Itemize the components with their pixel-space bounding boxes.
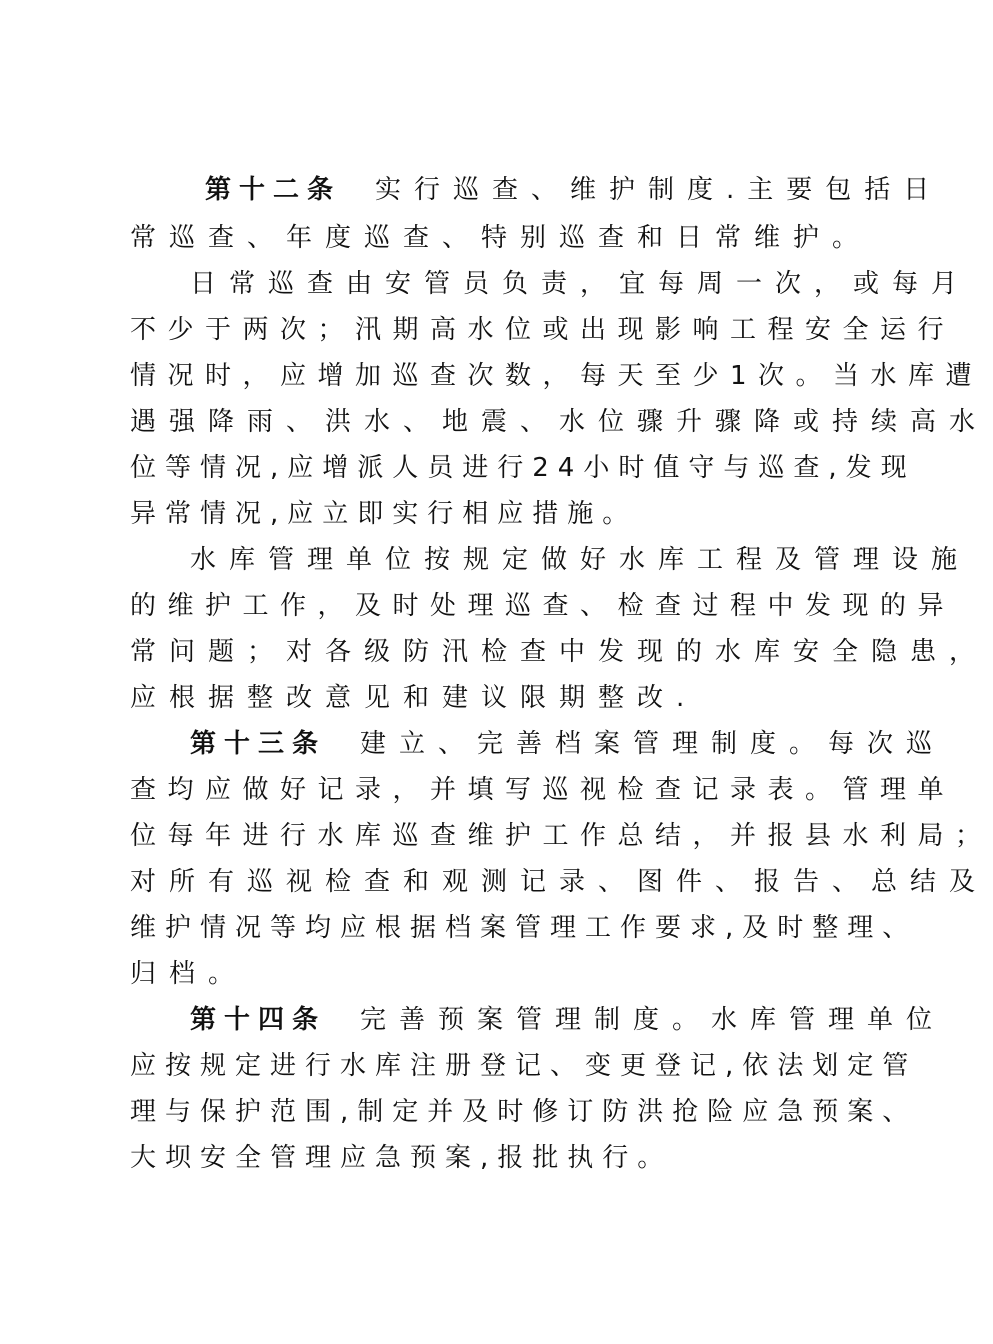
article-14-text: 完善预案管理制度。水库管理单位 [360, 1005, 946, 1035]
daily-patrol-line-1 [190, 266, 971, 302]
text-line: 异常情况,应立即实行相应措施。 [130, 499, 638, 529]
text-line: 常问题；对各级防汛检查中发现的水库安全隐患， [130, 637, 989, 667]
text-line: 维护情况等均应根据档案管理工作要求,及时整理、 [130, 913, 918, 943]
text-line: 查均应做好记录，并填写巡视检查记录表。管理单 [130, 775, 956, 805]
text-line: 归档。 [130, 959, 248, 989]
text-line: 不少于两次；汛期高水位或出现影响工程安全运行 [130, 315, 956, 345]
text-line: 常巡查、年度巡查、特别巡查和日常维护。 [130, 223, 872, 253]
article-13-line-5 [130, 910, 918, 946]
text-line: 应根据整改意见和建议限期整改. [130, 683, 698, 713]
maintenance-line-4 [130, 680, 830, 716]
text-line: 日常巡查由安管员负责，宜每周一次，或每月 [190, 269, 971, 299]
daily-patrol-line-4 [130, 404, 989, 440]
article-14-heading: 第十四条 [190, 1005, 327, 1035]
daily-patrol-line-2 [130, 312, 956, 348]
daily-patrol-line-5 [130, 450, 916, 486]
article-13-heading: 第十三条 [190, 729, 327, 759]
daily-patrol-line-3 [130, 358, 984, 394]
text-line: 应按规定进行水库注册登记、变更登记,依法划定管 [130, 1051, 918, 1081]
maintenance-line-3 [130, 634, 989, 670]
article-12-line-1 [205, 172, 943, 208]
text-line: 遇强降雨、洪水、地震、水位骤升骤降或持续高水 [130, 407, 989, 437]
text-line: 理与保护范围,制定并及时修订防洪抢险应急预案、 [130, 1097, 918, 1127]
article-14-line-4 [130, 1140, 830, 1176]
text-line: 位等情况,应增派人员进行24小时值守与巡查,发现 [130, 453, 916, 483]
article-13-line-2 [130, 772, 956, 808]
maintenance-line-1 [190, 542, 971, 578]
text-line: 对所有巡视检查和观测记录、图件、报告、总结及 [130, 867, 989, 897]
article-13-line-4 [130, 864, 989, 900]
text-line: 位每年进行水库巡查维护工作总结，并报县水利局； [130, 821, 993, 851]
article-12-text: 实行巡查、维护制度.主要包括日 [375, 175, 943, 205]
article-13-text: 建立、完善档案管理制度。每次巡 [360, 729, 946, 759]
article-14-line-1 [190, 1002, 946, 1038]
article-13-line-6 [130, 956, 830, 992]
article-13-line-3 [130, 818, 993, 854]
article-13-line-1 [190, 726, 946, 762]
article-12-line-2 [130, 220, 872, 256]
article-12-heading: 第十二条 [205, 175, 342, 205]
article-14-line-3 [130, 1094, 918, 1130]
article-14-line-2 [130, 1048, 918, 1084]
text-line: 水库管理单位按规定做好水库工程及管理设施 [190, 545, 971, 575]
text-line: 大坝安全管理应急预案,报批执行。 [130, 1143, 673, 1173]
text-line: 的维护工作，及时处理巡查、检查过程中发现的异 [130, 591, 956, 621]
daily-patrol-line-6 [130, 496, 830, 532]
text-line: 情况时，应增加巡查次数，每天至少1次。当水库遭 [130, 361, 984, 391]
maintenance-line-2 [130, 588, 956, 624]
